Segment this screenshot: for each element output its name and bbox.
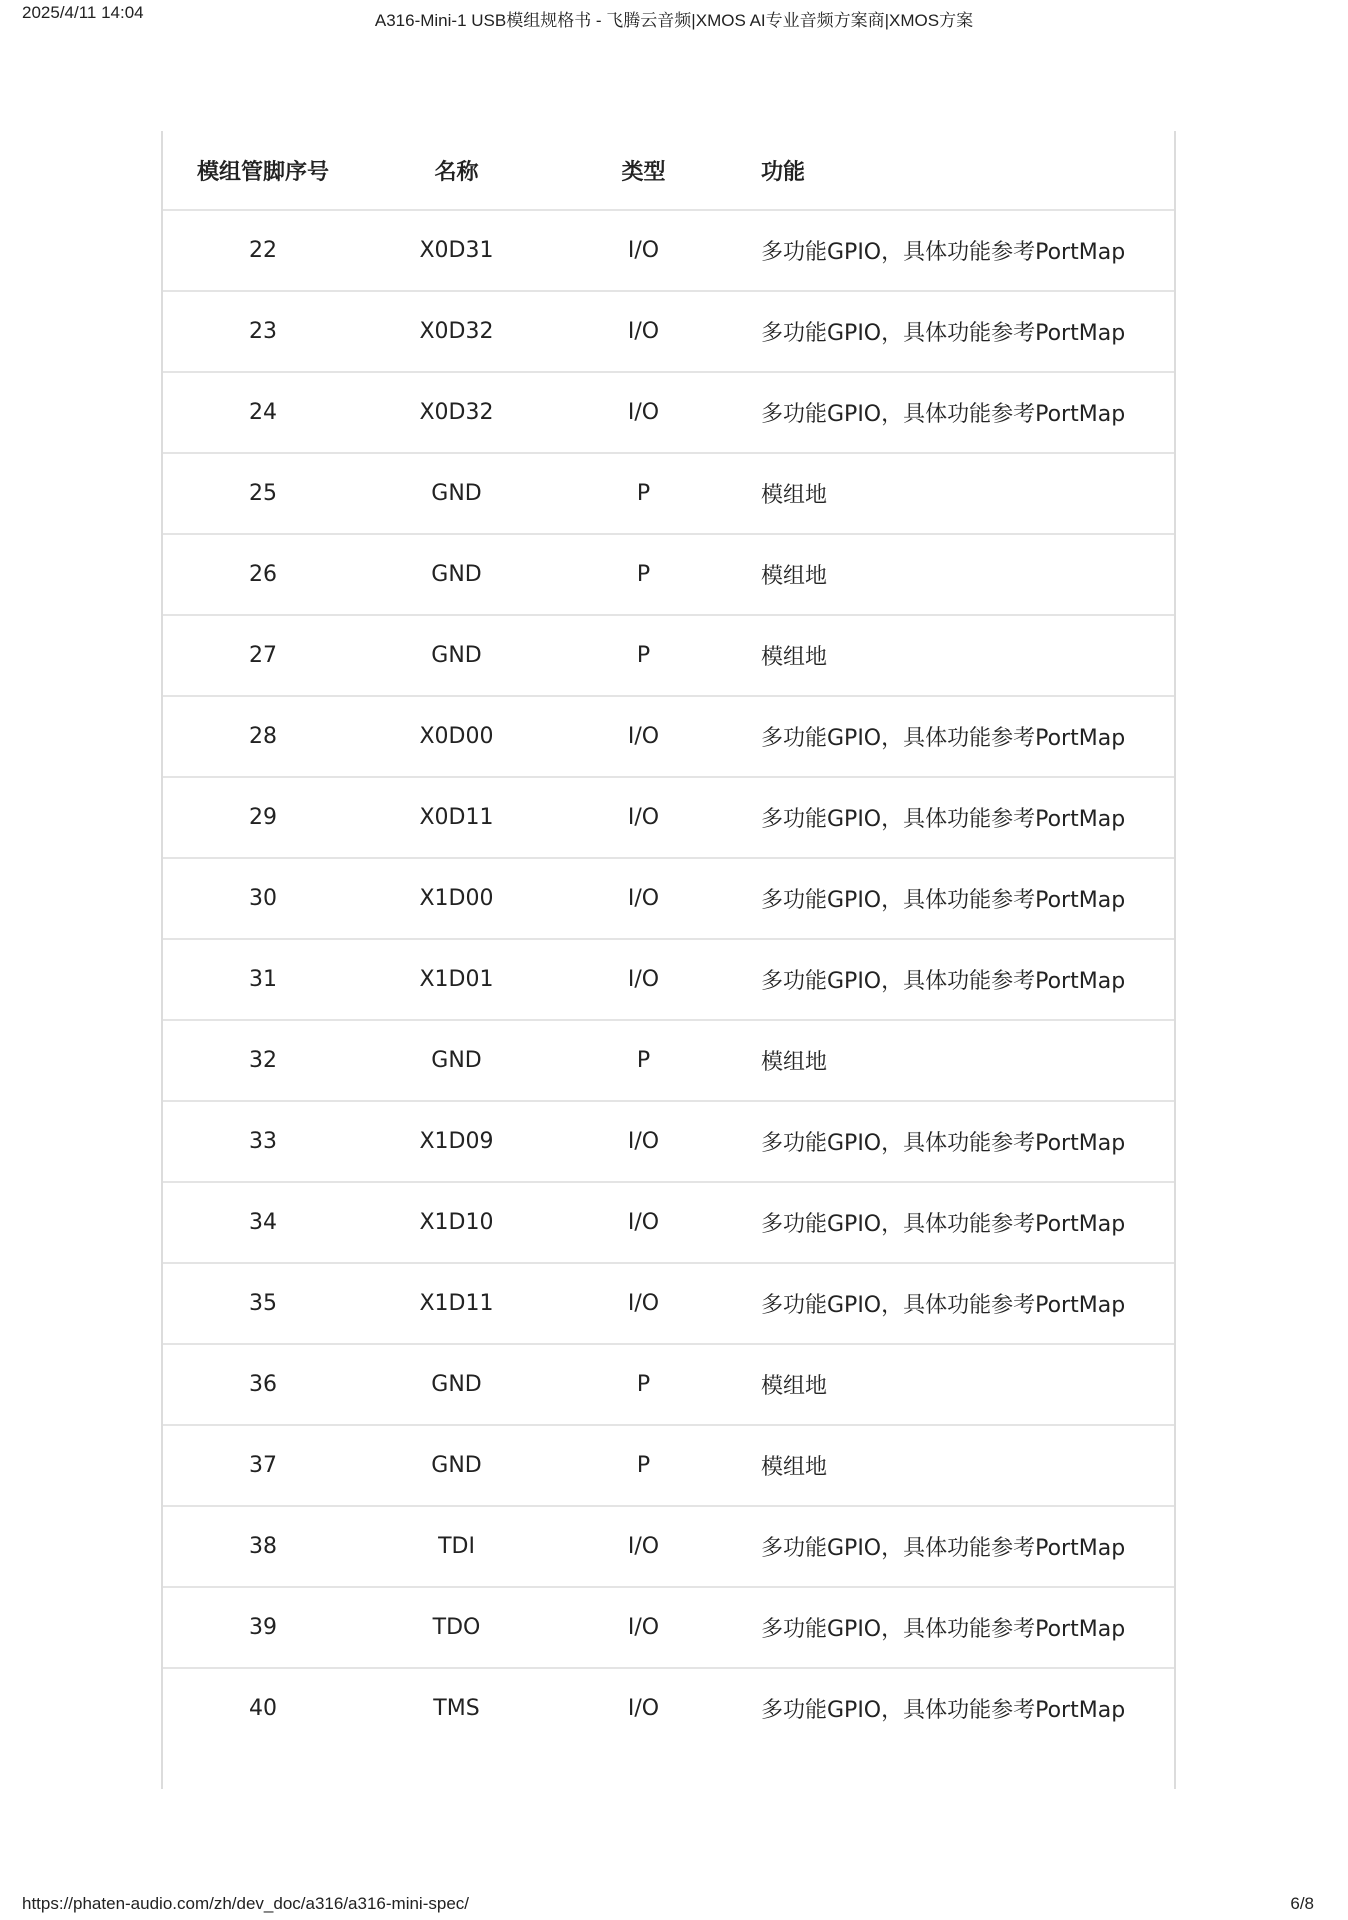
header-name: 名称 — [363, 131, 550, 210]
cell-type: I/O — [627, 1696, 660, 1721]
cell-function: 多功能GPIO，具体功能参考PortMap — [737, 939, 1174, 1020]
cell-type: P — [550, 1425, 737, 1506]
cell-pin-number: 22 — [163, 210, 363, 291]
cell-type: I/O — [550, 858, 737, 939]
cell-name: X1D10 — [363, 1182, 550, 1263]
cell-function: 模组地 — [737, 615, 1174, 696]
cell-name: X0D00 — [363, 696, 550, 777]
cell-pin-number: 23 — [163, 291, 363, 372]
cell-name: GND — [363, 453, 550, 534]
cell-name: TDI — [363, 1506, 550, 1587]
cell-type: I/O — [550, 210, 737, 291]
cell-function: 多功能GPIO，具体功能参考PortMap — [737, 858, 1174, 939]
pin-table — [163, 131, 1174, 1748]
print-url: https://phaten-audio.com/zh/dev_doc/a316/a316-mini-spec/ — [22, 1894, 469, 1913]
cell-function: 模组地 — [737, 534, 1174, 615]
cell-pin-number: 39 — [163, 1587, 363, 1668]
cell-type: I/O — [550, 1263, 737, 1344]
cell-name: GND — [363, 534, 550, 615]
cell-pin-number: 33 — [163, 1101, 363, 1182]
cell-name: X0D11 — [363, 777, 550, 858]
cell-type: I/O — [550, 696, 737, 777]
cell-name: X0D31 — [363, 210, 550, 291]
table-row — [163, 372, 1174, 453]
table-row — [163, 939, 1174, 1020]
cell-pin-number: 34 — [163, 1182, 363, 1263]
cell-pin-number: 25 — [163, 453, 363, 534]
table-row — [163, 1101, 1174, 1182]
cell-pin-number: 26 — [163, 534, 363, 615]
cell-pin-number: 32 — [163, 1020, 363, 1101]
cell-function: 模组地 — [737, 1020, 1174, 1101]
table-row — [163, 858, 1174, 939]
cell-function: 多功能GPIO，具体功能参考PortMap — [737, 696, 1174, 777]
cell-type: P — [550, 615, 737, 696]
cell-type: I/O — [550, 372, 737, 453]
cell-type: P — [550, 534, 737, 615]
cell-name: X1D01 — [363, 939, 550, 1020]
cell-pin-number: 35 — [163, 1263, 363, 1344]
table-row — [163, 534, 1174, 615]
print-page-title: A316-Mini-1 USB模组规格书 - 飞腾云音频|XMOS AI专业音频方案商|XMOS方案 — [374, 11, 974, 30]
cell-type: I/O — [550, 1101, 737, 1182]
cell-function: 模组地 — [737, 453, 1174, 534]
table-row — [163, 1587, 1174, 1668]
cell-name: X0D32 — [363, 372, 550, 453]
cell-name: GND — [363, 615, 550, 696]
cell-function: 多功能GPIO，具体功能参考PortMap — [737, 372, 1174, 453]
print-footer — [0, 1894, 1348, 1920]
table-row — [163, 1506, 1174, 1587]
cell-pin-number: 38 — [163, 1506, 363, 1587]
cell-name: X0D32 — [363, 291, 550, 372]
cell-pin-number: 31 — [163, 939, 363, 1020]
cell-function: 模组地 — [737, 1425, 1174, 1506]
print-header — [0, 0, 1348, 40]
table-row — [163, 696, 1174, 777]
table-row — [163, 615, 1174, 696]
cell-function: 模组地 — [737, 1344, 1174, 1425]
cell-function: 多功能GPIO，具体功能参考PortMap — [761, 1698, 1126, 1723]
cell-function: 多功能GPIO，具体功能参考PortMap — [737, 291, 1174, 372]
table-row — [163, 1263, 1174, 1344]
cell-function: 多功能GPIO，具体功能参考PortMap — [737, 1101, 1174, 1182]
cell-name: GND — [363, 1425, 550, 1506]
table-header-row — [163, 131, 1174, 210]
cell-function: 多功能GPIO，具体功能参考PortMap — [737, 1506, 1174, 1587]
cell-type: I/O — [550, 777, 737, 858]
cell-function: 多功能GPIO，具体功能参考PortMap — [737, 210, 1174, 291]
cell-pin-number: 24 — [163, 372, 363, 453]
table-row — [163, 1182, 1174, 1263]
cell-function: 多功能GPIO，具体功能参考PortMap — [737, 1182, 1174, 1263]
cell-pin-number: 30 — [163, 858, 363, 939]
cell-name: TDO — [363, 1587, 550, 1668]
cell-function: 多功能GPIO，具体功能参考PortMap — [737, 1587, 1174, 1668]
cell-name: X1D11 — [363, 1263, 550, 1344]
header-type: 类型 — [550, 131, 737, 210]
cell-pin-number: 27 — [163, 615, 363, 696]
cell-type: I/O — [550, 291, 737, 372]
cell-type: I/O — [550, 1587, 737, 1668]
page-number: 6/8 — [1290, 1894, 1314, 1913]
cell-function: 多功能GPIO，具体功能参考PortMap — [737, 777, 1174, 858]
table-row — [163, 291, 1174, 372]
cell-function: 多功能GPIO，具体功能参考PortMap — [737, 1263, 1174, 1344]
table-row — [163, 1020, 1174, 1101]
header-pin-number: 模组管脚序号 — [163, 131, 363, 210]
table-row — [163, 210, 1174, 291]
print-datetime: 2025/4/11 14:04 — [22, 3, 144, 22]
cell-type: P — [550, 1020, 737, 1101]
cell-pin-number: 40 — [249, 1696, 277, 1721]
pin-table-container — [161, 131, 1176, 1789]
cell-pin-number: 37 — [163, 1425, 363, 1506]
table-row — [163, 1425, 1174, 1506]
table-row — [163, 1344, 1174, 1425]
table-row — [163, 1668, 1174, 1748]
cell-type: P — [550, 1344, 737, 1425]
cell-type: I/O — [550, 939, 737, 1020]
table-row — [163, 777, 1174, 858]
cell-type: I/O — [550, 1506, 737, 1587]
cell-pin-number: 28 — [163, 696, 363, 777]
cell-name: GND — [363, 1020, 550, 1101]
cell-name: TMS — [433, 1696, 480, 1721]
cell-name: X1D00 — [363, 858, 550, 939]
cell-type: I/O — [550, 1182, 737, 1263]
cell-pin-number: 29 — [163, 777, 363, 858]
cell-type: P — [550, 453, 737, 534]
cell-pin-number: 36 — [163, 1344, 363, 1425]
header-function: 功能 — [737, 131, 1174, 210]
cell-name: X1D09 — [363, 1101, 550, 1182]
cell-name: GND — [363, 1344, 550, 1425]
table-row — [163, 453, 1174, 534]
